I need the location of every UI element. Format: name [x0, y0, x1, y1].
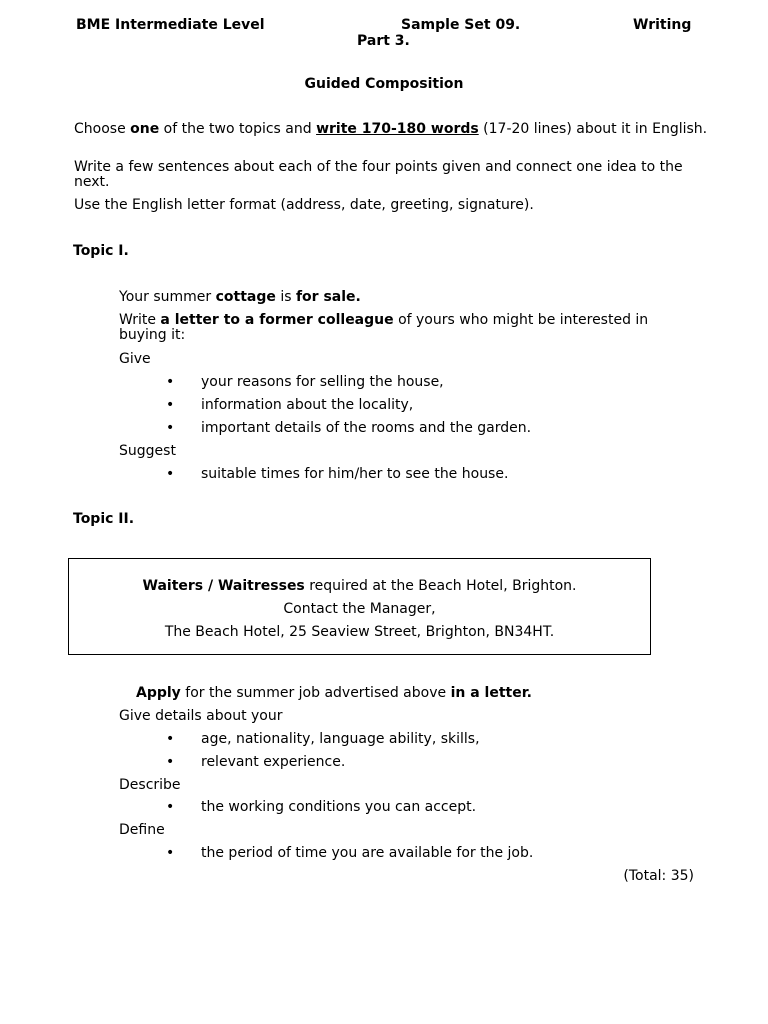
task-emphasis: a letter to a former colleague	[160, 312, 394, 328]
ad-line-3: The Beach Hotel, 25 Seaview Street, Brighton, BN34HT.	[164, 624, 555, 640]
list-item: your reasons for selling the house,	[201, 374, 444, 390]
topic-1-heading: Topic I.	[73, 243, 129, 259]
instruction-2: Write a few sentences about each of the four points given and connect one idea to the next.	[74, 159, 683, 190]
intro-text: Your summer	[119, 289, 216, 305]
list-item: important details of the rooms and the garden.	[201, 420, 532, 436]
give-label: Give	[119, 351, 151, 367]
task-emphasis: in a letter.	[450, 685, 532, 701]
define-label: Define	[119, 822, 165, 838]
instruction-text: (17-20 lines) about it in English.	[478, 121, 708, 137]
word-count-requirement: write 170-180 words	[316, 121, 479, 137]
list-item: information about the locality,	[201, 397, 414, 413]
task-text: of yours who might be interested in buying it:	[119, 312, 649, 343]
suggest-label: Suggest	[119, 443, 176, 459]
bullet-icon: •	[166, 420, 175, 436]
bullet-icon: •	[166, 754, 175, 770]
ad-text: required at the Beach Hotel, Brighton.	[304, 578, 577, 594]
topic-1-task	[119, 313, 679, 343]
task-text: for the summer job advertised above	[180, 685, 451, 701]
instruction-text: Choose	[74, 121, 131, 137]
job-advertisement	[68, 558, 651, 655]
task-text: Write	[119, 312, 161, 328]
describe-label: Describe	[119, 777, 181, 793]
instruction-3: Use the English letter format (address, date, greeting, signature).	[74, 197, 534, 213]
intro-emphasis: cottage	[215, 289, 276, 305]
header-level: BME Intermediate Level	[76, 17, 265, 33]
total-score: (Total: 35)	[623, 868, 694, 884]
intro-emphasis: for sale.	[295, 289, 361, 305]
bullet-icon: •	[166, 466, 175, 482]
list-item: suitable times for him/her to see the house.	[201, 466, 509, 482]
bullet-icon: •	[166, 397, 175, 413]
list-item: relevant experience.	[201, 754, 346, 770]
ad-job-title: Waiters / Waitresses	[142, 578, 305, 594]
task-emphasis: Apply	[136, 685, 181, 701]
ad-line-2: Contact the Manager,	[283, 601, 436, 617]
ad-line-1	[69, 578, 650, 594]
details-label: Give details about your	[119, 708, 283, 724]
list-item: the period of time you are available for the job.	[201, 845, 534, 861]
bullet-icon: •	[166, 731, 175, 747]
topic-2-heading: Topic II.	[73, 511, 135, 527]
header-set: Sample Set 09.	[401, 17, 521, 33]
bullet-icon: •	[166, 374, 175, 390]
instruction-text: of the two topics and	[159, 121, 317, 137]
header-part: Part 3.	[357, 33, 410, 49]
topic-2-task	[136, 685, 532, 701]
instruction-1	[74, 122, 714, 137]
list-item: age, nationality, language ability, skills,	[201, 731, 480, 747]
list-item: the working conditions you can accept.	[201, 799, 477, 815]
bullet-icon: •	[166, 799, 175, 815]
bullet-icon: •	[166, 845, 175, 861]
intro-text: is	[275, 289, 296, 305]
instruction-emphasis: one	[130, 121, 160, 137]
header-skill: Writing	[633, 17, 692, 33]
topic-1-intro	[119, 290, 679, 305]
page-title: Guided Composition	[304, 76, 464, 92]
